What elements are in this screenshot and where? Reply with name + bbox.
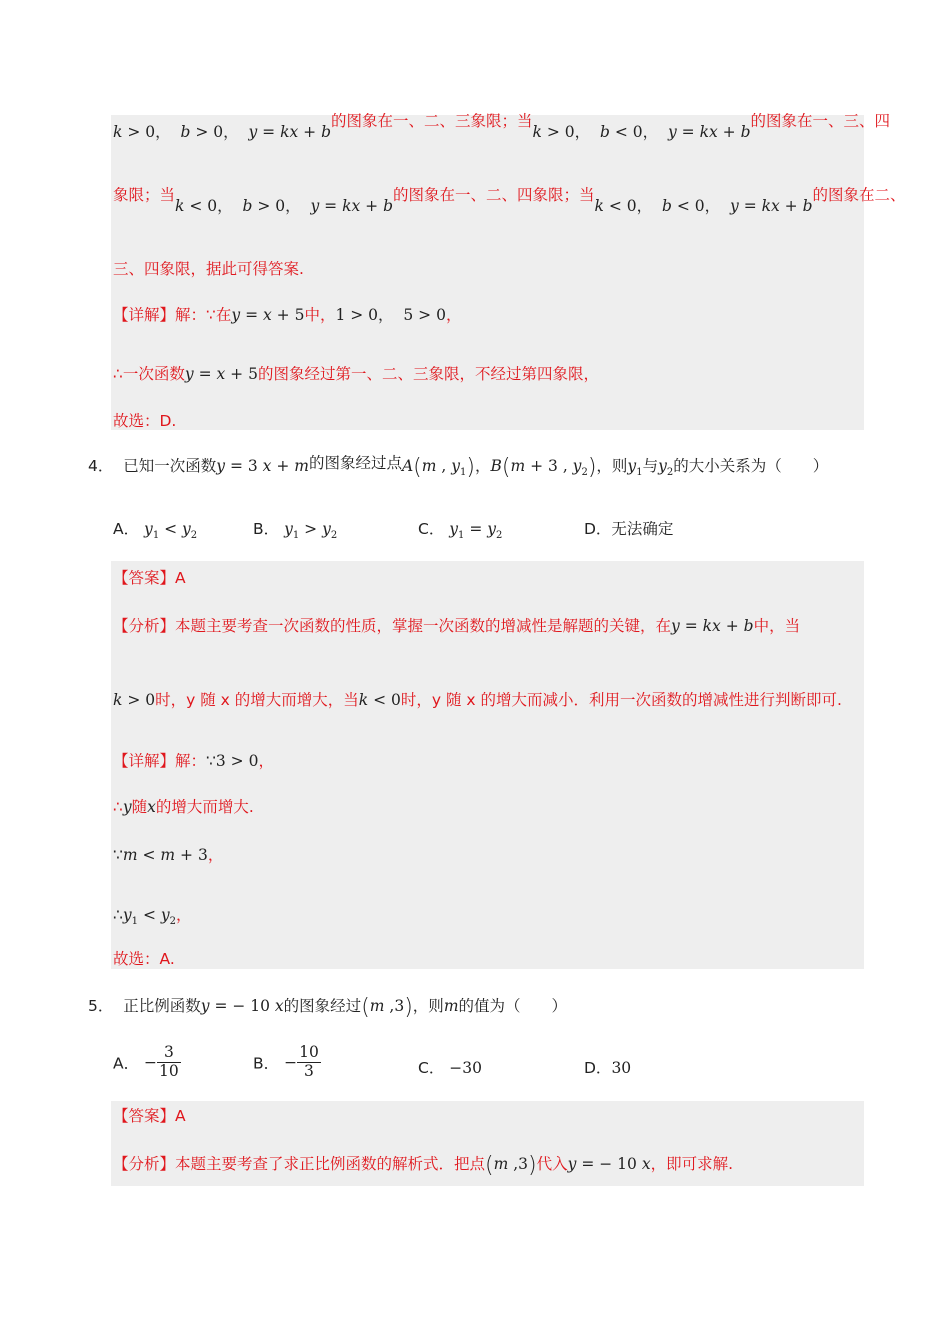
q3-text-1a: 的图象在一、二、三象限；当 <box>331 112 533 130</box>
q4-stem-c: ，则 <box>596 457 628 475</box>
q3-text-2c: 的图象在二、 <box>812 186 906 204</box>
q5-option-a-label: A． <box>113 1054 140 1073</box>
q4-choice: 故选：A. <box>113 950 175 968</box>
q5-option-a-fraction: $\frac{3}{10}$ <box>159 1043 179 1080</box>
q5-option-d-label: D． <box>584 1059 612 1077</box>
q4-option-a-label: A． <box>113 520 140 538</box>
q5-analysis-b: 代入 <box>536 1155 568 1173</box>
q4-analysis-2: k > 0时，y 随 x 的增大而增大，当k < 0时，y 随 x 的增大而减小．利用一次函数的增减性进行判断即可. <box>113 691 842 709</box>
q5-option-b-label: B． <box>253 1054 280 1073</box>
q5-answer: 【答案】A <box>113 1107 186 1125</box>
q4-option-c[interactable]: C． $y_1 = y_2$ <box>418 520 503 541</box>
q4-detail2-a: 随 <box>131 798 148 816</box>
q5-option-d[interactable] <box>584 1056 631 1078</box>
q5-analysis-label: 【分析】 <box>113 1155 176 1173</box>
q4-analysis-1: 【分析】本题主要考查一次函数的性质，掌握一次函数的增减性是解题的关键，在y = kx + b中，当 <box>113 617 801 635</box>
q3-therefore-b: 的图象经过第一、二、三象限，不经过第四象限， <box>257 365 599 383</box>
q5-option-a[interactable]: A． − $\frac{3}{10}$ <box>113 1043 179 1080</box>
q4-stem-a: 已知一次函数 <box>123 457 217 475</box>
q4-stem-d: 与 <box>642 457 659 475</box>
q4-option-d[interactable] <box>584 517 673 539</box>
q3-therefore-a: ∴一次函数 <box>113 365 185 383</box>
q5-analysis: 【分析】本题主要考查了求正比例函数的解析式．把点(m ,3)代入y = − 10 x，即可求解. <box>113 1153 734 1178</box>
q4-option-d-label: D．无法确定 <box>584 520 674 538</box>
q3-detail-text-a: 解：∵在 <box>175 306 232 324</box>
q4-detail-3: ∵m < m + 3， <box>113 846 224 864</box>
q5-number: 5． <box>88 997 114 1015</box>
q4-option-b-label: B． <box>253 520 280 538</box>
q5-stem: 5． 正比例函数y = − 10 x的图象经过(m ,3)，则m的值为（ ） <box>88 995 568 1020</box>
q3-detail-label: 【详解】 <box>113 306 176 324</box>
q4-analysis-label: 【分析】 <box>113 617 176 635</box>
q4-analysis2-b: 时，y 随 x 的增大而减小．利用一次函数的增减性进行判断即可. <box>400 691 842 709</box>
q4-option-c-label: C． <box>418 520 445 538</box>
q5-option-c-label: C． <box>418 1059 445 1077</box>
q3-text-1b: 的图象在一、三、四 <box>750 112 891 130</box>
q4-number: 4． <box>88 457 114 475</box>
q3-choice: 故选：D. <box>113 412 177 430</box>
q5-analysis-a: 本题主要考查了求正比例函数的解析式．把点 <box>175 1155 486 1173</box>
q3-therefore: ∴一次函数y = x + 5的图象经过第一、二、三象限，不经过第四象限， <box>113 365 599 383</box>
q4-analysis-b: 中，当 <box>753 617 801 635</box>
q4-stem-e: 的大小关系为（ ） <box>673 457 829 475</box>
q3-line-1: k > 0， b > 0， y = kx + b的图象在一、二、三象限；当k > 0， b < 0， y = kx + b的图象在一、三、四 <box>113 112 891 141</box>
q4-option-b[interactable]: B． $y_1 > y_2$ <box>253 520 338 541</box>
q3-text-2b: 的图象在一、二、四象限；当 <box>393 186 595 204</box>
q5-stem-d: 的值为（ ） <box>458 997 568 1015</box>
q4-detail-4: $\therefore y_1 < y_2$， <box>113 906 192 927</box>
q5-option-c[interactable] <box>418 1056 482 1078</box>
q4-detail-label: 【详解】 <box>113 752 176 770</box>
q3-detail-text-b: 中， <box>304 306 336 324</box>
q5-stem-c: ，则 <box>412 997 444 1015</box>
q4-detail-a: 解： <box>175 752 207 770</box>
q5-option-c-value: −30 <box>449 1059 482 1077</box>
q5-option-b-fraction: $\frac{10}{3}$ <box>299 1043 319 1080</box>
q4-stem-b: 的图象经过点 <box>308 454 402 472</box>
q5-option-b[interactable]: B． − $\frac{10}{3}$ <box>253 1043 319 1080</box>
q4-analysis2-a: 时，y 随 x 的增大而增大，当 <box>155 691 359 709</box>
q4-stem: 4． 已知一次函数y = 3 x + m的图象经过点A(m , $y_1$)，B(m + 3 , $y_2$)，则$y_1$与$y_2$的大小关系为（ ） <box>88 454 829 480</box>
q4-answer: 【答案】A <box>113 569 186 587</box>
q4-option-a[interactable]: A． $y_1 < y_2$ <box>113 520 198 541</box>
q3-text-2a: 象限；当 <box>113 186 176 204</box>
q3-detail: 【详解】解：∵在y = x + 5中，1 > 0， 5 > 0， <box>113 306 462 324</box>
q4-detail: 【详解】解：∵3 > 0， <box>113 752 274 770</box>
q4-detail-2: ∴y随x的增大而增大. <box>113 798 254 816</box>
q3-line-3: 三、四象限，据此可得答案. <box>113 260 304 278</box>
q5-analysis-c: ，即可求解. <box>650 1155 734 1173</box>
q5-option-d-value: 30 <box>611 1059 632 1077</box>
q5-stem-b: 的图象经过 <box>283 997 362 1015</box>
q5-stem-a: 正比例函数 <box>123 997 201 1015</box>
q3-line-2: 象限；当k < 0， b > 0， y = kx + b的图象在一、二、四象限；当k < 0， b < 0， y = kx + b的图象在二、 <box>113 186 906 215</box>
q4-detail2-b: 的增大而增大. <box>155 798 254 816</box>
q4-analysis-a: 本题主要考查一次函数的性质，掌握一次函数的增减性是解题的关键，在 <box>175 617 672 635</box>
